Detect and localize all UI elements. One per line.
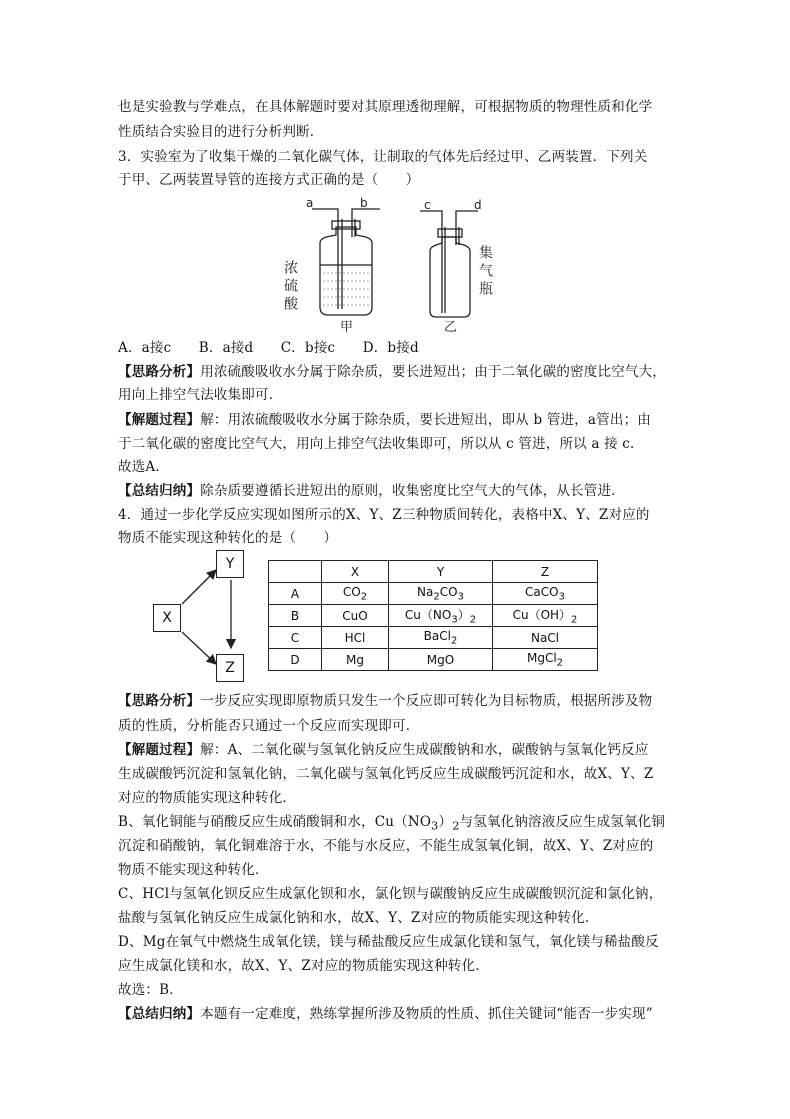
header-cell: X bbox=[322, 561, 389, 583]
table-row: C HCl BaCl$_2$ NaCl bbox=[269, 627, 598, 649]
node-x: X bbox=[153, 604, 181, 632]
apparatus-figure bbox=[280, 195, 520, 335]
text-line: 也是实验教与学难点，在具体解题时要对其原理透彻理解，可根据物质的物理性质和化学 bbox=[118, 99, 653, 115]
text-line: 用向上排空气法收集即可． bbox=[118, 387, 283, 403]
text-line: 物质不能实现这种转化． bbox=[118, 862, 269, 878]
table-row: D Mg MgO MgCl$_2$ bbox=[269, 649, 598, 671]
answer-3: 故选A． bbox=[118, 459, 170, 475]
text-line: 性质结合实验目的进行分析判断． bbox=[118, 124, 324, 140]
table-row: A $CO_2$ $Na_2CO_3$ CaCO$_3$ bbox=[269, 583, 598, 605]
text-line: 应生成氯化镁和水，故X、Y、Z对应的物质能实现这种转化． bbox=[118, 958, 490, 974]
header-cell bbox=[269, 561, 322, 583]
section-label: 【解题过程】 bbox=[118, 412, 201, 428]
solution-4: 【解题过程】解：A、二氧化碳与氢氧化钠反应生成碳酸钠和水，碳酸钠与氢氧化钙反应 bbox=[118, 742, 649, 758]
text-line: C、HCl与氢氧化钡反应生成氯化钡和水，氯化钡与碳酸钠反应生成碳酸钡沉淀和氯化钠， bbox=[118, 886, 663, 902]
section-label: 【思路分析】 bbox=[118, 693, 201, 709]
text-line: 生成碳酸钙沉淀和氢氧化钠，二氧化碳与氢氧化钙反应生成碳酸钙沉淀和水，故X、Y、Z bbox=[118, 766, 654, 782]
section-label: 【总结归纳】 bbox=[118, 483, 201, 499]
substance-table bbox=[268, 560, 598, 671]
answer-4: 故选：B． bbox=[118, 982, 183, 998]
question-3-stem: 3．实验室为了收集干燥的二氧化碳气体，让制取的气体先后经过甲、乙两装置．下列关 bbox=[118, 149, 648, 165]
tube-label-c: c bbox=[424, 198, 431, 212]
text-line: 盐酸与氢氧化钠反应生成氯化钠和水，故X、Y、Z对应的物质能实现这种转化． bbox=[118, 910, 599, 926]
text-line: 质的性质，分析能否只通过一个反应而实现即可． bbox=[118, 718, 420, 734]
solution-3: 【解题过程】解：用浓硫酸吸收水分属于除杂质，要长进短出，即从 b 管进，a管出；由 bbox=[118, 412, 651, 428]
text-line: 对应的物质能实现这种转化． bbox=[118, 790, 297, 806]
yi-caption: 乙 bbox=[444, 320, 458, 335]
tube-label-d: d bbox=[474, 198, 482, 212]
analysis-4: 【思路分析】一步反应实现即原物质只发生一个反应即可转化为目标物质，根据所涉及物 bbox=[118, 693, 653, 709]
jia-caption: 甲 bbox=[340, 320, 354, 335]
analysis-3: 【思路分析】用浓硫酸吸收水分属于除杂质，要长进短出；由于二氧化碳的密度比空气大， bbox=[118, 364, 667, 380]
header-cell: Z bbox=[493, 561, 598, 583]
question-4-stem: 4．通过一步化学反应实现如图所示的X、Y、Z三种物质间转化，表格中X、Y、Z对应的 bbox=[118, 507, 650, 523]
yi-bottle-label: 集气瓶 bbox=[477, 245, 493, 299]
node-y: Y bbox=[216, 550, 244, 578]
table-header-row bbox=[269, 561, 598, 583]
tube-label-b: b bbox=[360, 196, 368, 210]
node-z: Z bbox=[216, 654, 244, 682]
question-4-stem: 物质不能实现这种转化的是（ ） bbox=[118, 530, 338, 546]
header-cell: Y bbox=[389, 561, 493, 583]
section-label: 【思路分析】 bbox=[118, 364, 201, 380]
section-label: 【总结归纳】 bbox=[118, 1006, 201, 1022]
question-3-stem: 于甲、乙两装置导管的连接方式正确的是（ ） bbox=[118, 172, 420, 188]
text-line: 于二氧化碳的密度比空气大，用向上排空气法收集即可，所以从 c 管进，所以 a 接 c． bbox=[118, 436, 644, 452]
jia-reagent-label: 浓硫酸 bbox=[282, 260, 298, 314]
summary-4: 【总结归纳】本题有一定难度，熟练掌握所涉及物质的性质、抓住关键词“能否一步实现” bbox=[118, 1006, 653, 1022]
question-3-options: A．a接c B．a接d C．b接c D．b接d bbox=[118, 340, 419, 356]
section-label: 【解题过程】 bbox=[118, 742, 201, 758]
table-row: B CuO $Cu(NO_3)_2$ $Cu(OH)_2$ bbox=[269, 605, 598, 627]
summary-3: 【总结归纳】除杂质要遵循长进短出的原则，收集密度比空气大的气体，从长管进． bbox=[118, 483, 625, 499]
text-line-b: B、氧化铜能与硝酸反应生成硝酸铜和水，$Cu(NO_3)_2$与氢氧化钠溶液反应生成氢氧化铜 bbox=[118, 814, 666, 833]
text-line: 沉淀和硝酸钠，氧化铜难溶于水，不能与水反应，不能生成氢氧化铜，故X、Y、Z对应的 bbox=[118, 838, 654, 854]
tube-label-a: a bbox=[306, 196, 314, 210]
text-line: D、Mg在氧气中燃烧生成氧化镁，镁与稀盐酸反应生成氯化镁和氢气，氧化镁与稀盐酸反 bbox=[118, 934, 659, 950]
